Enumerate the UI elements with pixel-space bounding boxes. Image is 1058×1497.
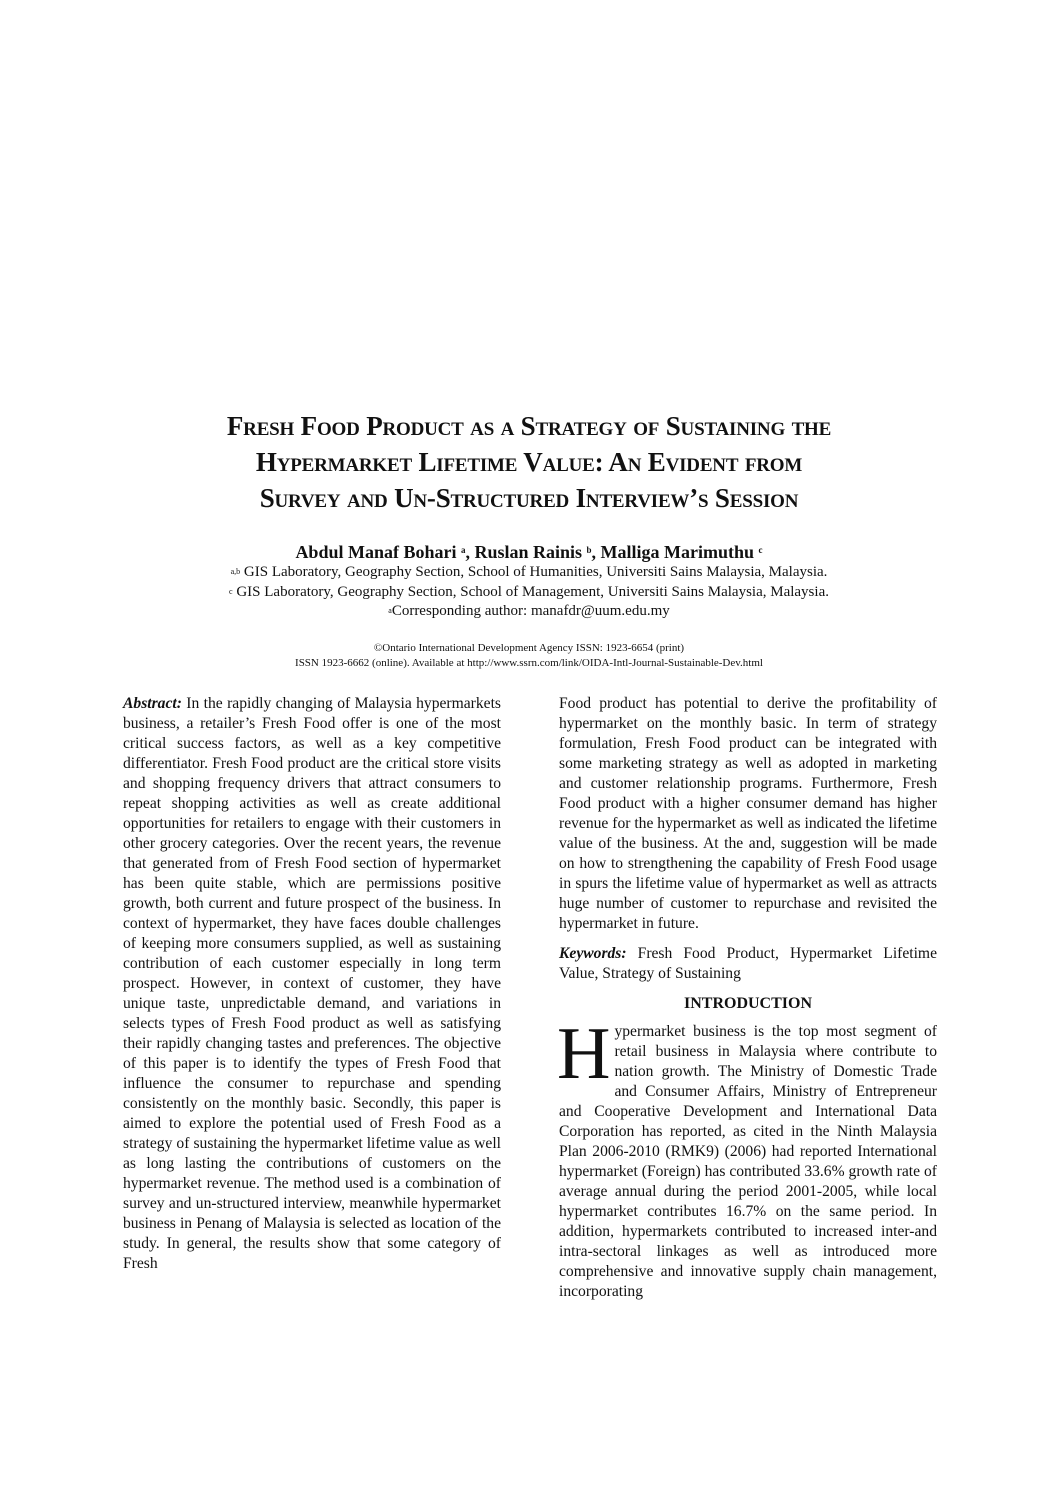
introduction-text: ypermarket business is the top most segment of retail business in Malaysia where contribute to nation growth. The Ministry of Domestic Trade and Consumer Affairs, Ministry of Entrepreneur and Cooperative Development and International Data Corporation has reported, as cited in the Ninth Malaysia Plan 2006-2010 (RMK9) (2006) had reported International hypermarket (Foreign) has contributed 33.6% growth rate of average annual during the period 2001-2005, while local hypermarket contributes 16.7% on the same period. In addition, hypermarkets contributed to increased inter-and intra-sectoral linkages as well as introduced more comprehensive and innovative supply chain management, incorporating bbox=[559, 1023, 937, 1300]
author-mark: c bbox=[758, 545, 763, 555]
right-column bbox=[559, 694, 937, 1302]
introduction-paragraph bbox=[557, 1013, 937, 1302]
author-separator: , bbox=[591, 542, 601, 562]
title-line-1: Fresh Food Product as a Strategy of Sustaining the bbox=[226, 411, 832, 441]
corresponding-author bbox=[100, 602, 958, 621]
author-mark: b bbox=[586, 545, 592, 555]
author-list bbox=[100, 540, 958, 564]
author-name: Ruslan Rainis bbox=[474, 542, 583, 562]
affiliation-mark: c bbox=[229, 587, 233, 596]
affiliation-mark: a bbox=[388, 606, 392, 615]
affiliation-text: GIS Laboratory, Geography Section, School of Humanities, Universiti Sains Malaysia, Malaysia. bbox=[240, 564, 828, 580]
author-name: Abdul Manaf Bohari bbox=[295, 542, 457, 562]
affiliation bbox=[100, 583, 958, 602]
left-column bbox=[123, 694, 501, 1274]
abstract-label: Abstract: bbox=[123, 695, 182, 712]
issn-line: ISSN 1923-6662 (online). Available at http://www.ssrn.com/link/OIDA-Intl-Journal-Sustainable-Dev.html bbox=[295, 657, 763, 669]
affiliation-text: GIS Laboratory, Geography Section, School of Management, Universiti Sains Malaysia, Malaysia. bbox=[232, 584, 829, 600]
title-line-3: Survey and Un-Structured Interview’s Session bbox=[259, 483, 799, 513]
title-line-2: Hypermarket Lifetime Value: An Evident from bbox=[255, 447, 803, 477]
paper-title bbox=[100, 408, 958, 516]
keywords bbox=[559, 944, 937, 984]
section-heading-introduction: INTRODUCTION bbox=[683, 995, 812, 1012]
abstract bbox=[123, 694, 501, 1274]
abstract-text: In the rapidly changing of Malaysia hypermarkets business, a retailer’s Fresh Food offer is one of the most critical success factors, as well as a key competitive differentiator. Fresh Food product are the critical store visits and shopping frequency drivers that attract consumers to repeat shopping activities as well as create additional opportunities for retailers to engage with their customers in other grocery categories. Over the recent years, the revenue that generated from of Fresh Food section of hypermarket has been quite stable, which are permissions positive growth, both current and future prospect of the business. In context of hypermarket, they have faces double challenges of keeping more consumers supplied, as well as sustaining contribution of each customer especially in long term prospect. However, in context of customer, they have unique taste, unpredictable demand, and variations in selects types of Fresh Food product as well as satisfying their rapidly changing tastes and preferences. The objective of this paper is to identify the types of Fresh Food that influence the consumer to repurchase and spending consistently on the monthly basic. Secondly, this paper is aimed to explore the potential used of Fresh Food as a strategy of sustaining the hypermarket lifetime value as well as long lasting the contributions of customers on the hypermarket revenue. The method used is a combination of survey and un-structured interview, meanwhile hypermarket business in Penang of Malaysia is selected as location of the study. In general, the results show that some category of Fresh bbox=[123, 695, 501, 1272]
issn-line: ©Ontario International Development Agency ISSN: 1923-6654 (print) bbox=[373, 642, 685, 654]
author-name: Malliga Marimuthu bbox=[600, 542, 755, 562]
corresponding-author-text: Corresponding author: manafdr@uum.edu.my bbox=[391, 603, 670, 619]
keywords-text: Fresh Food Product, Hypermarket Lifetime Value, Strategy of Sustaining bbox=[559, 945, 937, 982]
affiliation-mark: a,b bbox=[230, 567, 241, 576]
keywords-label: Keywords: bbox=[559, 945, 627, 962]
author-separator: , bbox=[465, 542, 475, 562]
abstract-continued: Food product has potential to derive the profitability of hypermarket on the monthly basic. In term of strategy formulation, Fresh Food product can be integrated with some marketing strategy as well as adopted in marketing and customer relationship programs. Furthermore, Fresh Food product with a higher consumer demand has higher revenue for the hypermarket as well as indicated the lifetime value of the business. At the and, suggestion will be made on how to strengthening the capability of Fresh Food usage in spurs the lifetime value of hypermarket as well as attracts huge number of customer to repurchase and revisited the hypermarket in future. bbox=[559, 695, 937, 932]
drop-cap: H bbox=[557, 1013, 611, 1095]
affiliation bbox=[100, 563, 958, 582]
author-mark: a bbox=[460, 545, 466, 555]
